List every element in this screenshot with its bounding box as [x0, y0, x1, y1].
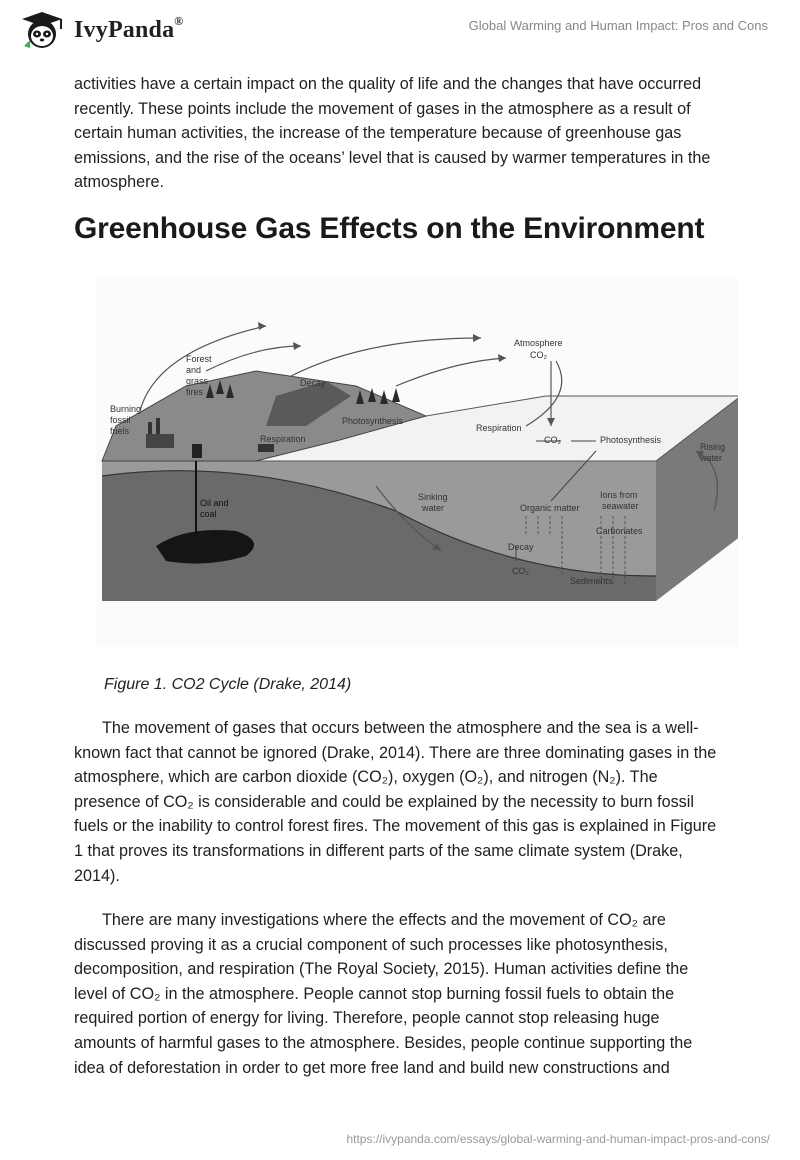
body-paragraph-2: The movement of gases that occurs between the atmosphere and the sea is a well-known fact that cannot be ignored (Drake, 2014). There are three dominating gases in the atmosphere, which are carbon dioxide (CO₂), oxygen (O₂), and nitrogen (N₂). The presence of CO₂ is considerable and could be explained by the necessity to burn fossil fuels or the inability to control forest fires. The movement of this gas is explained in Figure 1 that proves its transformations in different parts of the same climate system (Drake, 2014).: [74, 719, 717, 885]
label-decay-land: Decay: [300, 378, 326, 388]
intro-paragraph: activities have a certain impact on the quality of life and the changes that have occurred recently. These points include the movement of gases in the atmosphere as a result of certain human activities, the increase of the temperature because of greenhouse gas emissions, and the rise of the oceans’ level that is caused by warmer temperatures in the atmosphere.: [74, 75, 711, 192]
logo[interactable]: [16, 10, 183, 50]
label-burning-2: fossil: [110, 415, 131, 425]
co2-cycle-figure: [96, 276, 738, 646]
label-photosynthesis-sea: Photosynthesis: [600, 435, 662, 445]
section-heading: Greenhouse Gas Effects on the Environment: [74, 212, 705, 245]
registered-mark: ®: [174, 13, 184, 28]
label-rising-2: water: [700, 453, 723, 463]
label-forest-2: and: [186, 365, 202, 375]
label-sinking-2: water: [422, 503, 445, 513]
label-photosynthesis-land: Photosynthesis: [342, 416, 404, 426]
footer-source-link[interactable]: https://ivypanda.com/essays/global-warming-and-human-impact-pros-and-cons/: [346, 1132, 770, 1146]
label-carbonates: Carbonates: [596, 526, 643, 536]
label-respiration-sea: Respiration: [476, 423, 522, 433]
body-paragraph-3-section: [74, 908, 724, 1080]
intro-section: [74, 72, 724, 195]
body-paragraph-2-section: [74, 716, 724, 888]
co2-cycle-diagram: [96, 276, 738, 646]
label-forest-1: Forest: [186, 354, 212, 364]
label-ions-2: seawater: [602, 501, 639, 511]
document-title: Global Warming and Human Impact: Pros and Cons: [468, 18, 768, 33]
label-burning-1: Burning: [110, 404, 142, 414]
label-decay-sea: Decay: [508, 542, 534, 552]
label-rising-1: Rising: [700, 442, 726, 452]
label-sediments: Sediments: [570, 576, 613, 586]
panda-logo-icon: [16, 10, 68, 50]
label-co2-bottom: CO₂: [512, 566, 529, 576]
page-header: [0, 0, 800, 60]
label-forest-4: fires: [186, 387, 204, 397]
label-forest-3: grass: [186, 376, 209, 386]
label-organic-matter: Organic matter: [520, 503, 580, 513]
label-co2-sea: CO₂: [544, 435, 561, 445]
brand-name: IvyPanda: [74, 16, 175, 43]
label-sinking-1: Sinking: [418, 492, 448, 502]
label-co2-top: CO₂: [530, 350, 547, 360]
label-respiration-land: Respiration: [260, 434, 306, 444]
label-oil-2: coal: [200, 509, 217, 519]
label-burning-3: fuels: [110, 426, 130, 436]
figure-caption: Figure 1. CO2 Cycle (Drake, 2014): [104, 676, 352, 693]
body-paragraph-3: There are many investigations where the effects and the movement of CO₂ are discussed proving it as a crucial component of such processes like photosynthesis, decomposition, and respiration (The Royal Society, 2015). Human activities define the level of CO₂ in the atmosphere. People cannot stop burning fossil fuels to obtain the required portion of energy for living. Therefore, people cannot stop releasing huge amounts of harmful gases to the atmosphere. Besides, people continue supporting the idea of deforestation in order to get more free land and build new constructions and: [74, 911, 693, 1077]
label-oil-1: Oil and: [200, 498, 229, 508]
label-ions-1: Ions from: [600, 490, 638, 500]
label-atmosphere: Atmosphere: [514, 338, 563, 348]
